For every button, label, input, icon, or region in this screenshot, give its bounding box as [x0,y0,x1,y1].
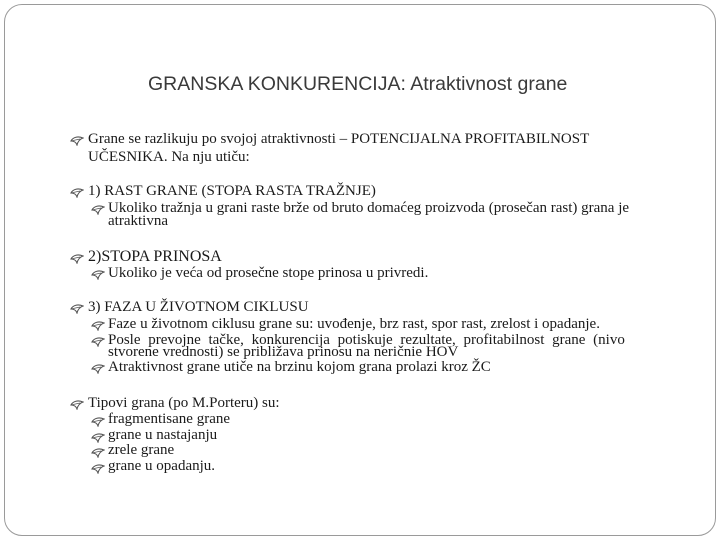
item-1-heading: 1) RAST GRANE (STOPA RASTA TRAŽNJE) [88,183,376,199]
slide-title: GRANSKA KONKURENCIJA: Atraktivnost grane [148,73,568,95]
item-4-heading: Tipovi grana (po M.Porteru) su: [88,395,280,411]
item-0-line-1: Grane se razlikuju po svojoj atraktivnosti – POTENCIJALNA PROFITABILNOST [88,131,590,147]
leaf-bullet-icon [91,205,104,215]
leaf-bullet-icon [91,417,104,427]
leaf-bullet-icon [70,254,83,264]
item-3-sub-2-line-1: Atraktivnost grane utiče na brzinu kojom grana prolazi kroz ŽC [108,359,491,375]
item-1-sub-0-line-1: Ukoliko tražnja u grani raste brže od bruto domaćeg proizvoda (prosečan rast) grana je [108,200,630,216]
item-0-line-2: UČESNIKA. Na nju utiču: [88,149,250,165]
leaf-bullet-icon [91,337,104,347]
item-3-sub-1-line-1: Posle prevojne tačke, konkurencija potiskuje rezultate, profitabilnost grane (nivo [108,332,625,348]
item-3-sub-1-line-2: stvorene vrednosti) se približava prinosu na neričnie HOV [108,344,459,360]
leaf-bullet-icon [70,304,83,314]
item-4-sub-2: zrele grane [108,442,175,458]
item-3-heading: 3) FAZA U ŽIVOTNOM CIKLUSU [88,299,309,315]
item-4-sub-1: grane u nastajanju [108,427,218,443]
leaf-bullet-icon [91,448,104,458]
leaf-bullet-icon [91,464,104,474]
item-4-sub-0: fragmentisane grane [108,411,231,427]
leaf-bullet-icon [70,400,83,410]
leaf-bullet-icon [91,321,104,331]
leaf-bullet-icon [70,188,83,198]
item-2-heading: 2)STOPA PRINOSA [88,248,222,265]
item-1-sub-0-line-2: atraktivna [108,213,168,229]
leaf-bullet-icon [91,433,104,443]
item-4-sub-3: grane u opadanju. [108,458,216,474]
leaf-bullet-icon [91,270,104,280]
leaf-bullet-icon [91,364,104,374]
item-2-sub-0-line-1: Ukoliko je veća od prosečne stope prinosa u privredi. [108,265,429,281]
item-3-sub-0-line-1: Faze u životnom ciklusu grane su: uvođenje, brz rast, spor rast, zrelost i opadanje. [108,316,600,332]
leaf-bullet-icon [70,136,83,146]
